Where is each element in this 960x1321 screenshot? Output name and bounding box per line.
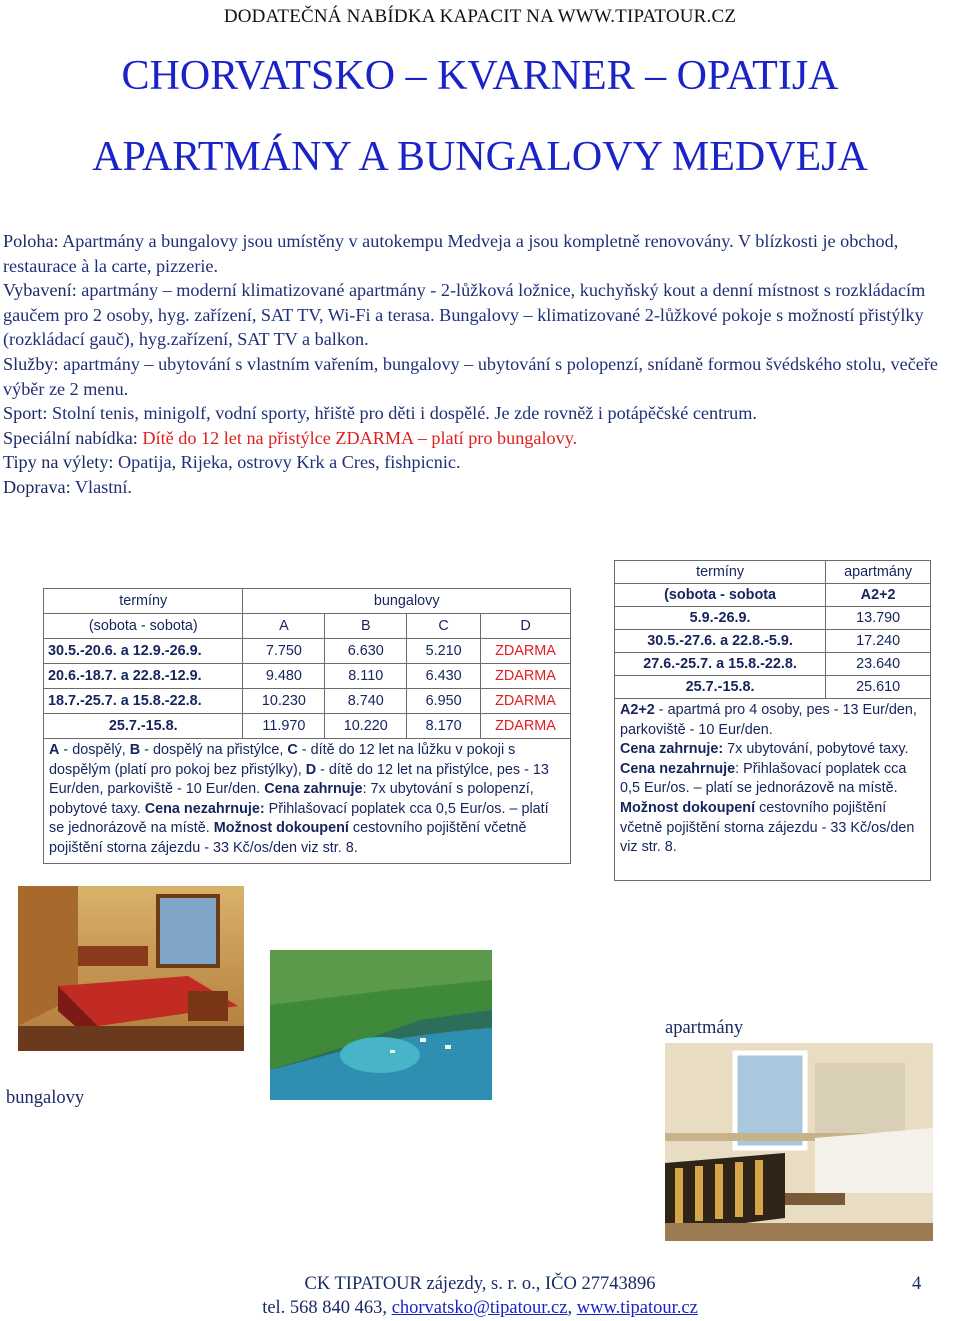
- moznost-label: Možnost dokoupení: [213, 820, 349, 837]
- price-cell: 25.610: [826, 676, 931, 699]
- footer-phone: tel. 568 840 463,: [262, 1298, 392, 1318]
- table-row: [615, 607, 931, 630]
- price-a-cell: 9.480: [243, 664, 325, 689]
- price-d-cell: ZDARMA: [481, 639, 571, 664]
- term-cell: 25.7.-15.8.: [615, 676, 826, 699]
- poloha-text: Apartmány a bungalovy jsou umístěny v autokempu Medveja a jsou kompletně renovovány. V blízkosti je obchod, restaurace à la carte, pizzerie.: [3, 231, 899, 276]
- term-cell: 25.7.-15.8.: [44, 714, 243, 739]
- price-c-cell: 6.430: [407, 664, 481, 689]
- moznost-label: Možnost dokoupení: [620, 799, 756, 816]
- price-a-cell: 10.230: [243, 689, 325, 714]
- tipy-paragraph: [3, 450, 953, 475]
- price-c-cell: 5.210: [407, 639, 481, 664]
- special-text: Dítě do 12 let na přistýlce ZDARMA – platí pro bungalovy.: [137, 427, 578, 448]
- legend-b-key: B: [129, 742, 141, 758]
- table-row: [615, 653, 931, 676]
- tipy-text: Opatija, Rijeka, ostrovy Krk a Cres, fishpicnic.: [113, 452, 461, 473]
- vybaveni-paragraph: [3, 278, 953, 352]
- tipy-label: Tipy na výlety:: [3, 452, 114, 473]
- poloha-label: Poloha:: [3, 231, 59, 251]
- bungalow-price-table: [43, 588, 571, 864]
- cena-nezahrnuje-label: Cena nezahrnuje:: [144, 800, 265, 817]
- apartment-price-table: [614, 560, 931, 881]
- subheader-b: B: [325, 614, 407, 639]
- page-subtitle: APARTMÁNY A BUNGALOVY MEDVEJA: [92, 134, 868, 180]
- footer-contacts: [0, 1298, 960, 1319]
- a22-label: A2+2: [620, 702, 655, 718]
- header-apartmany: apartmány: [826, 561, 931, 584]
- price-cell: 17.240: [826, 630, 931, 653]
- special-paragraph: [3, 426, 953, 451]
- sport-text: Stolní tenis, minigolf, vodní sporty, hřiště pro děti i dospělé. Je zde rovněž i potápěčské centrum.: [47, 403, 757, 424]
- top-banner: DODATEČNÁ NABÍDKA KAPACIT NA WWW.TIPATOUR.CZ: [223, 6, 737, 27]
- table-row: [44, 639, 571, 664]
- bungalow-price-box: [43, 588, 571, 864]
- footer-company: CK TIPATOUR zájezdy, s. r. o., IČO 27743896: [304, 1274, 656, 1294]
- apartmany-caption: apartmány: [665, 1018, 744, 1038]
- doprava-paragraph: [3, 475, 953, 500]
- header-bungalovy: bungalovy: [243, 589, 571, 614]
- bungalow-room-photo: [18, 886, 244, 1051]
- footer-separator: ,: [567, 1298, 577, 1318]
- sluzby-label: Služby:: [3, 353, 59, 374]
- price-b-cell: 10.220: [325, 714, 407, 739]
- legend-d-key: D: [305, 761, 317, 778]
- cena-nezahrnuje-text: : Přihlašovací poplatek cca 0,5 Eur/os. – platí se jednorázově na místě.: [620, 760, 907, 797]
- price-d-cell: ZDARMA: [481, 664, 571, 689]
- price-b-cell: 8.740: [325, 689, 407, 714]
- price-a-cell: 11.970: [243, 714, 325, 739]
- subheader-a22: A2+2: [826, 584, 931, 607]
- footer-website-link[interactable]: www.tipatour.cz: [576, 1298, 698, 1318]
- apartment-note: [615, 699, 931, 881]
- term-cell: 30.5.-20.6. a 12.9.-26.9.: [44, 639, 243, 664]
- sport-paragraph: [3, 401, 953, 426]
- subheader-d: D: [481, 614, 571, 639]
- price-cell: 13.790: [826, 607, 931, 630]
- price-b-cell: 6.630: [325, 639, 407, 664]
- table-row: [44, 714, 571, 739]
- subheader-a: A: [243, 614, 325, 639]
- poloha-paragraph: [3, 229, 953, 278]
- price-d-cell: ZDARMA: [481, 714, 571, 739]
- cena-nezahrnuje-text: Přihlašovací poplatek cca 0,5 Eur/os. – platí se jednorázově na místě.: [49, 800, 549, 837]
- cena-zahrnuje-text: : 7x ubytování s polopenzí, pobytové taxy.: [49, 781, 534, 817]
- legend-d-text: - dítě do 12 let na přistýlce, pes - 13 Eur/den, parkoviště - 10 Eur/den.: [49, 761, 549, 798]
- subheader-c: C: [407, 614, 481, 639]
- legend-c-key: C: [287, 742, 298, 758]
- price-c-cell: 6.950: [407, 689, 481, 714]
- term-cell: 27.6.-25.7. a 15.8.-22.8.: [615, 653, 826, 676]
- subheader-sobota: (sobota - sobota: [615, 584, 826, 607]
- page-number: 4: [912, 1274, 922, 1294]
- legend-b-text: - dospělý na přistýlce,: [140, 742, 288, 758]
- price-cell: 23.640: [826, 653, 931, 676]
- bungalovy-caption: bungalovy: [6, 1088, 85, 1108]
- term-cell: 18.7.-25.7. a 15.8.-22.8.: [44, 689, 243, 714]
- cena-nezahrnuje-label: Cena nezahrnuje: [620, 760, 736, 777]
- intro-section: [3, 229, 953, 500]
- price-a-cell: 7.750: [243, 639, 325, 664]
- page-title: CHORVATSKO – KVARNER – OPATIJA: [121, 53, 839, 99]
- table-row: [44, 689, 571, 714]
- table-row: [44, 664, 571, 689]
- legend-a-key: A: [49, 742, 60, 758]
- special-label: Speciální nabídka:: [3, 427, 138, 448]
- coast-aerial-photo: [270, 950, 492, 1100]
- legend-a-text: - dospělý,: [59, 742, 130, 758]
- cena-zahrnuje-text: 7x ubytování, pobytové taxy.: [723, 741, 909, 758]
- term-cell: 20.6.-18.7. a 22.8.-12.9.: [44, 664, 243, 689]
- price-d-cell: ZDARMA: [481, 689, 571, 714]
- sport-label: Sport:: [3, 403, 48, 424]
- term-cell: 5.9.-26.9.: [615, 607, 826, 630]
- table-row: [615, 630, 931, 653]
- price-c-cell: 8.170: [407, 714, 481, 739]
- vybaveni-text: apartmány – moderní klimatizované apartmány - 2-lůžková ložnice, kuchyňský kout a denní místnost s rozkládacím gaučem pro 2 osoby, hyg. zařízení, SAT TV, Wi-Fi a terasa. Bungalovy – klimatizované 2-lůžkové pokoje s možností přistýlky (rozkládací gauč), hyg.zařízení, SAT TV a balkon.: [3, 280, 926, 350]
- term-cell: 30.5.-27.6. a 22.8.-5.9.: [615, 630, 826, 653]
- sluzby-text: apartmány – ubytování s vlastním vařením, bungalovy – ubytování s polopenzí, snídaně formou švédského stolu, večeře výběr ze 2 menu.: [3, 353, 938, 399]
- moznost-text: cestovního pojištění včetně pojištění storna zájezdu - 33 Kč/os/den viz str. 8.: [49, 820, 527, 856]
- bungalow-note: [44, 739, 571, 864]
- sluzby-paragraph: [3, 352, 953, 401]
- doprava-text: Vlastní.: [70, 476, 132, 497]
- vybaveni-label: Vybavení:: [3, 280, 77, 301]
- subheader-sobota: (sobota - sobota): [44, 614, 243, 639]
- legend-c-text: - dítě do 12 let na lůžku v pokoji s dospělým (platí pro pokoj bez přistýlky),: [49, 742, 516, 778]
- price-b-cell: 8.110: [325, 664, 407, 689]
- apartment-room-photo: [665, 1043, 933, 1241]
- footer-email-link[interactable]: chorvatsko@tipatour.cz: [391, 1298, 568, 1318]
- doprava-label: Doprava:: [3, 476, 71, 497]
- apartment-price-box: [614, 560, 931, 881]
- cena-zahrnuje-label: Cena zahrnuje:: [620, 741, 724, 758]
- header-terminy: termíny: [44, 589, 243, 614]
- table-row: [615, 676, 931, 699]
- cena-zahrnuje-label: Cena zahrnuje: [264, 781, 363, 798]
- a22-text: - apartmá pro 4 osoby, pes - 13 Eur/den, parkoviště - 10 Eur/den.: [620, 702, 917, 738]
- moznost-text: cestovního pojištění včetně pojištění storna zájezdu - 33 Kč/os/den viz str. 8.: [620, 799, 915, 856]
- header-terminy: termíny: [615, 561, 826, 584]
